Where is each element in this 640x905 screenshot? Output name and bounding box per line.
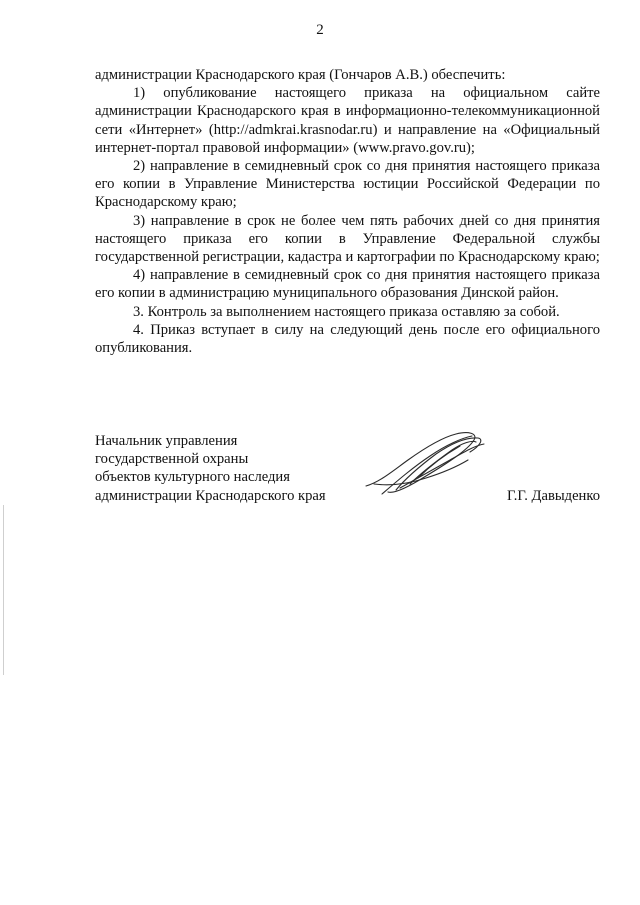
signer-position-line: объектов культурного наследия [95,469,290,486]
paragraph-intro: администрации Краснодарского края (Гончаров А.В.) обеспечить: [95,67,506,83]
paragraph-item-4: 4) направление в семидневный срок со дня принятия настоящего приказа его копии в администрацию муниципального образования Динской район. [95,267,600,302]
page-number: 2 [316,22,324,38]
paragraph-item-1: 1) опубликование настоящего приказа на официальном сайте администрации Краснодарского края в информационно-телекоммуникационной сети «Интернет» (http://admkrai.krasnodar.ru) и направление на «Официальный интернет-портал правовой информации» (www.pravo.gov.ru); [95,85,600,156]
paragraph-item-2: 2) направление в семидневный срок со дня принятия настоящего приказа его копии в Управление Министерства юстиции Российской Федерации по Краснодарскому краю; [95,158,600,211]
signer-name: Г.Г. Давыденко [506,487,600,504]
signature-block [95,432,600,512]
signer-position-line: Начальник управления [95,433,238,449]
signer-position-line: государственной охраны [95,451,249,468]
signer-position-line: администрации Краснодарского края [95,487,326,504]
paragraph-item-3: 3) направление в срок не более чем пять рабочих дней со дня принятия настоящего приказа его копии в Управление Федеральной службы государственной регистрации, кадастра и картографии по Краснодарскому краю; [95,212,600,266]
scan-edge-mark [3,505,4,675]
document-body [95,66,600,357]
paragraph-effective: 4. Приказ вступает в силу на следующий день после его официального опубликования. [95,321,600,357]
handwritten-signature [360,424,490,504]
signer-position [95,432,365,505]
paragraph-control: 3. Контроль за выполнением настоящего приказа оставляю за собой. [133,303,560,320]
